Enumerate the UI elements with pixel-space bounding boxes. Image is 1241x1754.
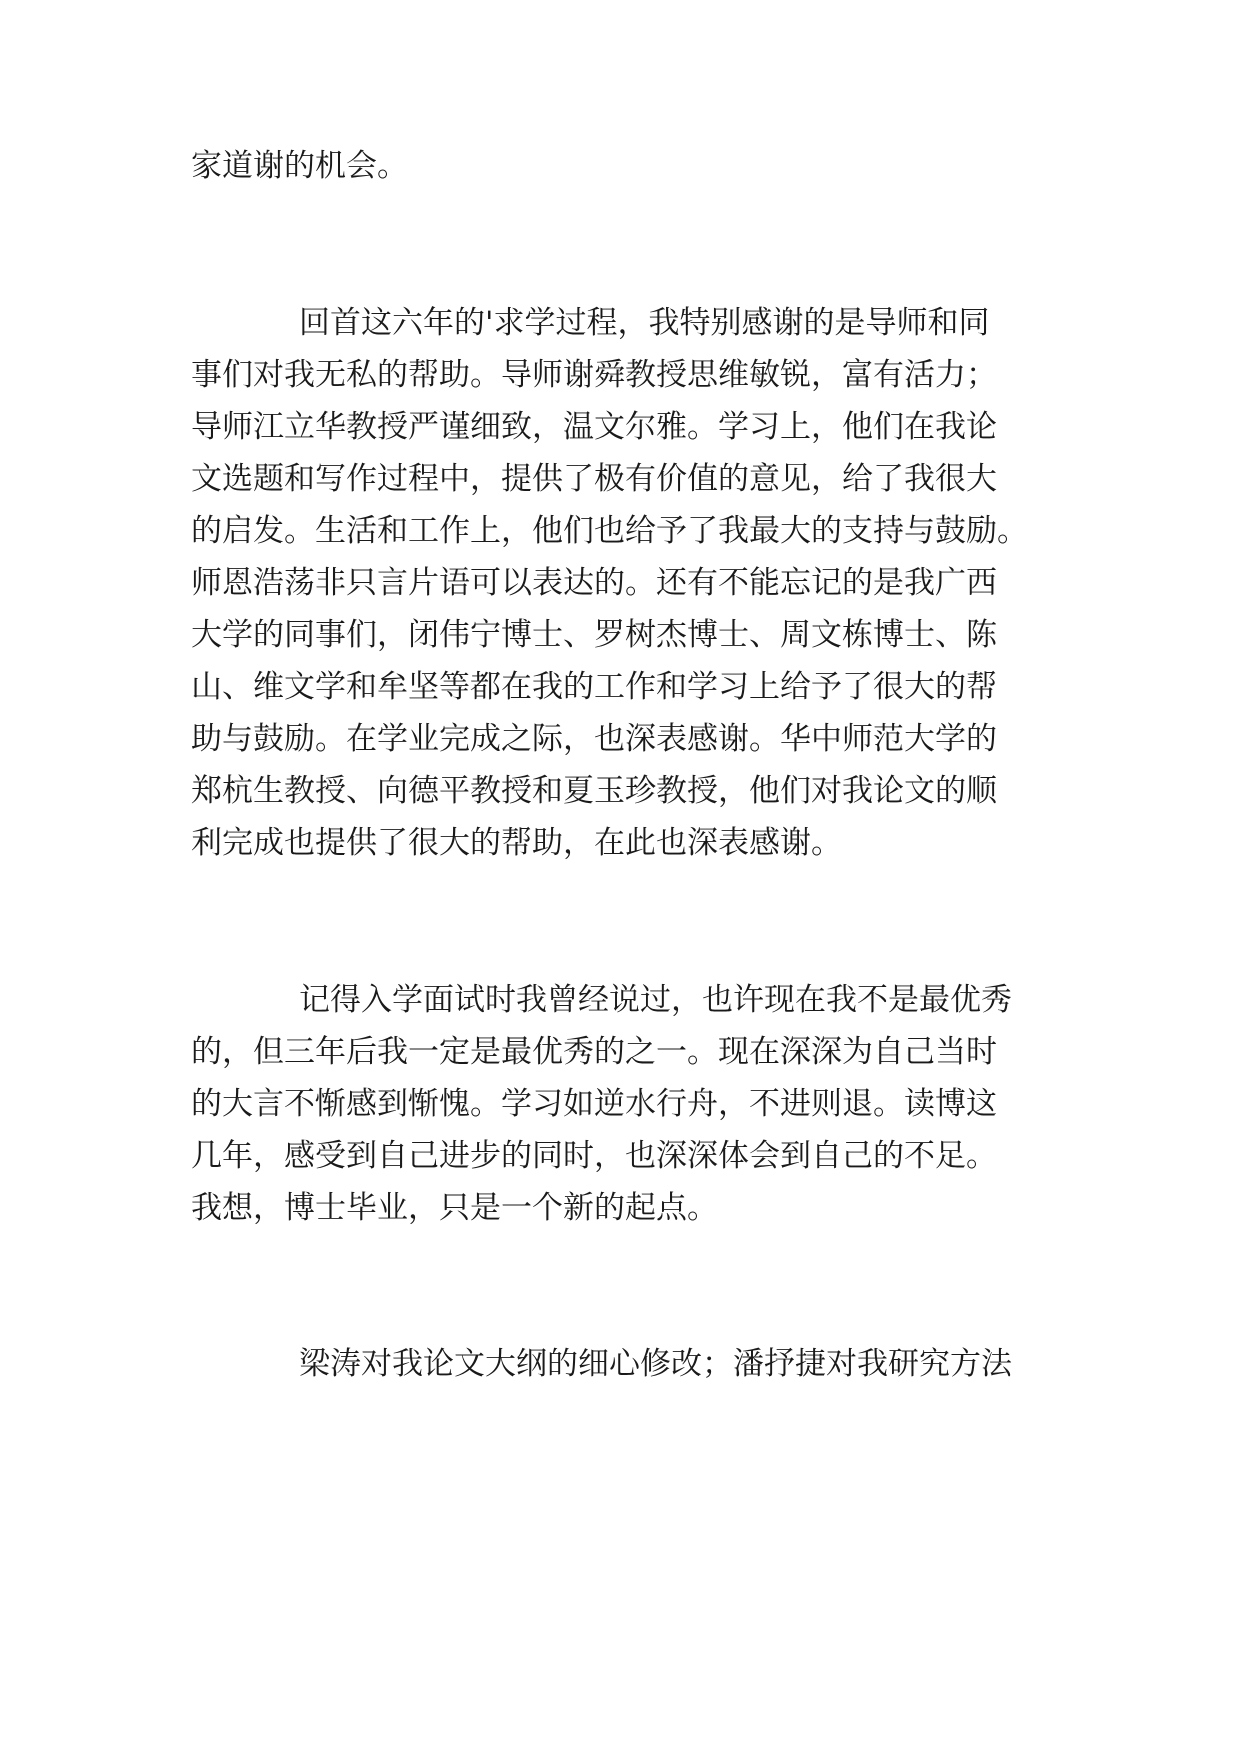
paragraph-3-line-3: 的大言不惭感到惭愧。学习如逆水行舟，不进则退。读博这: [191, 1086, 997, 1122]
paragraph-3-line-4: 几年，感受到自己进步的同时，也深深体会到自己的不足。: [191, 1138, 997, 1174]
paragraph-2-line-7: 大学的同事们，闭伟宁博士、罗树杰博士、周文栋博士、陈: [191, 617, 997, 653]
paragraph-2-line-2: 事们对我无私的帮助。导师谢舜教授思维敏锐，富有活力；: [191, 357, 997, 393]
paragraph-2-line-10: 郑杭生教授、向德平教授和夏玉珍教授，他们对我论文的顺: [191, 773, 997, 809]
paragraph-3-line-5: 我想，博士毕业，只是一个新的起点。: [191, 1190, 718, 1226]
paragraph-2-line-3: 导师江立华教授严谨细致，温文尔雅。学习上，他们在我论: [191, 409, 997, 445]
paragraph-4-line-1: 梁涛对我论文大纲的细心修改；潘抒捷对我研究方法: [299, 1346, 1012, 1382]
paragraph-2-line-4: 文选题和写作过程中，提供了极有价值的意见，给了我很大: [191, 461, 997, 497]
paragraph-3-line-1: 记得入学面试时我曾经说过，也许现在我不是最优秀: [299, 982, 1012, 1018]
paragraph-2-line-8: 山、维文学和牟坚等都在我的工作和学习上给予了很大的帮: [191, 669, 997, 705]
paragraph-1-line-1: 家道谢的机会。: [191, 148, 408, 184]
paragraph-2-line-1: 回首这六年的'求学过程，我特别感谢的是导师和同: [299, 305, 990, 341]
paragraph-2-line-9: 助与鼓励。在学业完成之际，也深表感谢。华中师范大学的: [191, 721, 997, 757]
paragraph-2-line-6: 师恩浩荡非只言片语可以表达的。还有不能忘记的是我广西: [191, 565, 997, 601]
paragraph-2-line-5: 的启发。生活和工作上，他们也给予了我最大的支持与鼓励。: [191, 513, 1028, 549]
paragraph-3-line-2: 的，但三年后我一定是最优秀的之一。现在深深为自己当时: [191, 1034, 997, 1070]
paragraph-2-line-11: 利完成也提供了很大的帮助，在此也深表感谢。: [191, 825, 842, 861]
